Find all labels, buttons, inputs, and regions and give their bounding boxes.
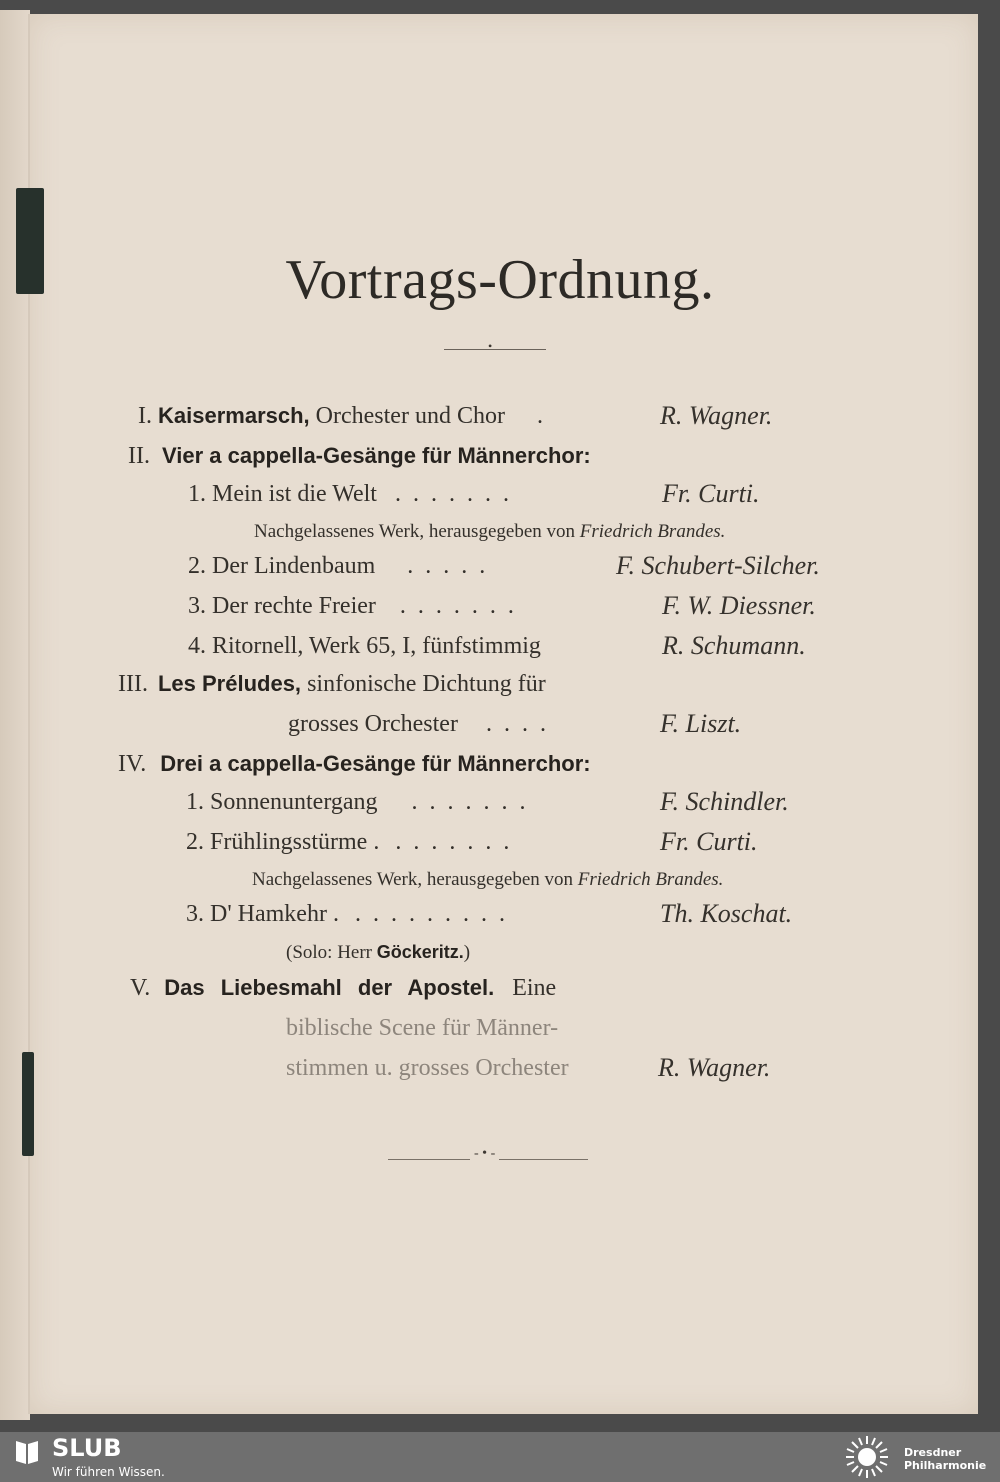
subitem-note [252,866,723,894]
footer-bar [0,1432,1000,1482]
slub-logo-text: SLUB [52,1434,122,1462]
item-number: II. [128,443,150,469]
composer: F. Liszt. [660,709,742,738]
work-title: Les Préludes, [157,671,302,696]
closing-ornament [388,1159,588,1162]
subitem-number: 1. [188,481,206,507]
note-text: Nachgelassenes Werk, herausgegeben von [252,869,573,890]
subitem-title: Der rechte Freier [212,593,376,619]
leader-dots: ....... [411,789,538,815]
composer: Fr. Curti. [660,827,758,856]
book-icon [14,1438,40,1466]
subitem-4-3 [186,900,517,928]
leader-dots: ....... [395,829,522,855]
subitem-title: Sonnenuntergang [210,789,378,815]
work-description: Orchester und Chor [315,403,505,429]
philharmonie-logo-icon [842,1434,892,1480]
composer: R. Wagner. [658,1053,771,1082]
program-item-1 [138,402,555,430]
composer: F. W. Diessner. [662,591,816,620]
subitem-4-2 [186,828,521,856]
slub-tagline: Wir führen Wissen. [52,1465,165,1479]
solo-note [286,938,470,967]
subitem-number: 4. [188,633,206,659]
subitem-number: 3. [188,593,206,619]
work-title: Das Liebesmahl der Apostel. [164,975,495,1000]
subitem-number: 2. [186,829,204,855]
partner-line-1: Dresdner [904,1446,962,1459]
solo-suffix: ) [463,942,471,963]
program-item-3-cont [288,710,558,738]
program-item-4 [118,750,591,778]
section-heading: Drei a cappella-Gesänge für Männerchor: [160,751,591,776]
subitem-number: 3. [186,901,204,927]
program-item-2 [128,442,591,470]
program-item-5 [130,974,556,1002]
subitem-title: Mein ist die Welt [212,481,377,507]
section-heading: Vier a cappella-Gesänge für Männerchor: [161,443,591,468]
subitem-number: 1. [186,789,204,815]
page-title: Vortrags-Ordnung. [285,249,715,311]
title-ornament [444,349,546,352]
leader-dots: ......... [354,901,517,927]
subitem-2-3 [188,592,526,620]
work-description: sinfonische Dichtung für [307,671,546,697]
subitem-title: Der Lindenbaum [212,553,376,579]
subitem-title: Ritornell, Werk 65, I, fünfstimmig [212,633,541,659]
solo-prefix: (Solo: Herr [286,942,373,963]
subitem-title: Frühlingsstürme . [210,829,380,855]
work-description: Eine [512,975,557,1001]
leader-dots: ..... [407,553,498,579]
item-number: V. [130,975,151,1001]
subitem-number: 2. [188,553,206,579]
philharmonie-logo-text [904,1446,1000,1472]
note-name: Friedrich Brandes. [579,521,726,542]
subitem-2-2 [188,552,497,580]
composer: R. Wagner. [660,401,773,430]
item-number: IV. [118,751,147,777]
composer: F. Schubert-Silcher. [616,551,820,580]
composer: F. Schindler. [660,787,789,816]
item-number: I. [138,403,152,429]
binding-tab-bottom [22,1052,34,1156]
subitem-title: D' Hamkehr . [210,901,339,927]
work-description-cont2: stimmen u. grosses Orchester [286,1055,569,1081]
subitem-note [254,518,725,546]
composer: Fr. Curti. [662,479,760,508]
program-item-3 [118,670,546,698]
work-description-cont: grosses Orchester [288,711,458,737]
leader-dots: .... [485,711,558,737]
leader-dots: ....... [399,593,526,619]
leader-dots: ....... [394,481,521,507]
subitem-2-1 [188,480,521,508]
composer: R. Schumann. [662,631,806,660]
work-title: Kaisermarsch, [158,403,310,428]
subitem-4-1 [186,788,538,816]
partner-line-2: Philharmonie [904,1459,987,1472]
subitem-2-4 [188,632,541,660]
item-number: III. [118,671,148,697]
composer: Th. Koschat. [660,899,793,928]
note-text: Nachgelassenes Werk, herausgegeben von [254,521,575,542]
work-description-cont: biblische Scene für Männer- [286,1015,559,1041]
leader-dots: . [536,403,555,429]
note-name: Friedrich Brandes. [577,869,724,890]
soloist-name: Göckeritz. [376,942,464,962]
